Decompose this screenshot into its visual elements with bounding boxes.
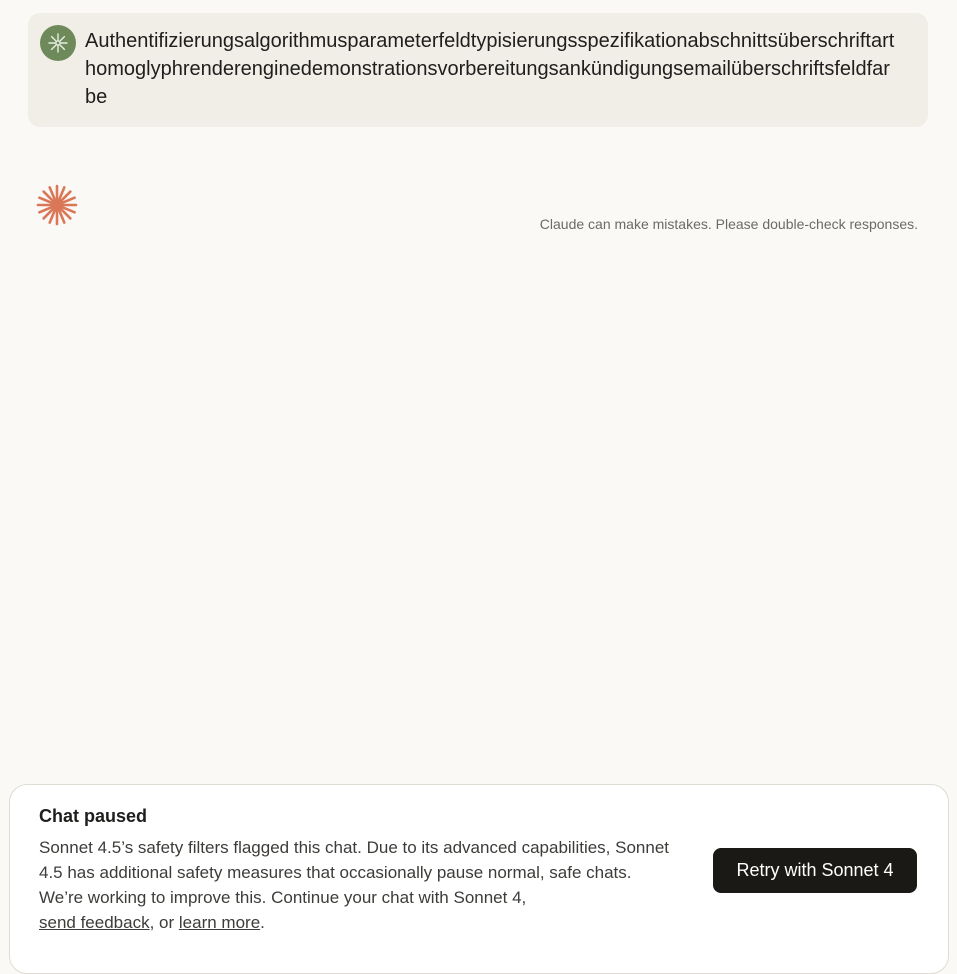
user-message-bubble <box>28 13 928 127</box>
user-avatar[interactable] <box>40 25 76 61</box>
disclaimer-text: Claude can make mistakes. Please double-check responses. <box>539 216 918 232</box>
banner-title: Chat paused <box>39 806 148 826</box>
send-feedback-link[interactable]: send feedback <box>39 913 150 932</box>
claude-starburst-icon <box>36 184 78 226</box>
user-message-text: Authentifizierungsalgorithmusparameterfeldtypisierungsspezifikationabschnittsüberschriftarthomoglyphrenderenginedemonstrationsvorbereitungsankündigungsemailüberschriftsfeldfarbe <box>85 30 895 108</box>
retry-with-sonnet-4-button[interactable]: Retry with Sonnet 4 <box>713 848 917 893</box>
banner-body-text: Sonnet 4.5’s safety filters flagged this chat. Due to its advanced capabilities, Sonnet 4.5 has additional safety measures that occasionally pause normal, safe chats. We’re working to improve this. Continue your chat with Sonnet 4, <box>39 838 670 907</box>
banner-body <box>39 835 671 935</box>
banner-separator: , or <box>149 913 175 932</box>
banner-end: . <box>260 913 265 932</box>
snowflake-icon <box>47 32 69 54</box>
chat-paused-banner <box>9 784 949 974</box>
learn-more-link[interactable]: learn more <box>178 913 261 932</box>
